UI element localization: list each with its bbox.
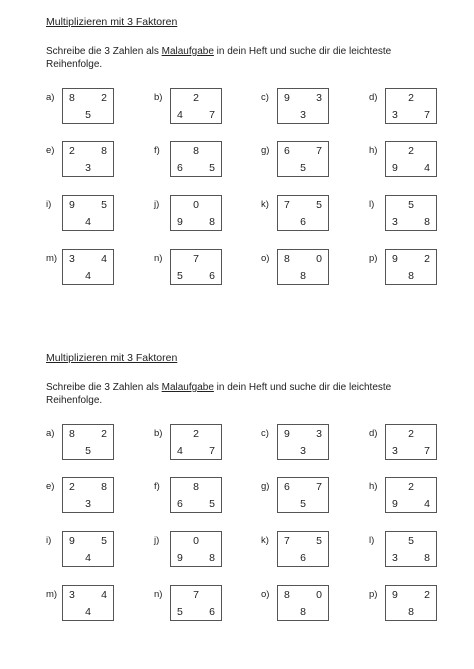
factor-number: 3 — [300, 445, 306, 457]
factor-number: 8 — [69, 428, 75, 440]
exercise-item — [46, 88, 130, 128]
exercise-label: e) — [46, 481, 55, 492]
factor-number: 8 — [424, 552, 430, 564]
number-box — [277, 477, 329, 513]
factor-number: 4 — [101, 253, 107, 265]
factor-number: 8 — [300, 270, 306, 282]
factor-number: 3 — [392, 552, 398, 564]
number-box — [277, 424, 329, 460]
factor-number: 9 — [392, 589, 398, 601]
instruction-part: in dein Heft und suche dir die leichteste Reihenfolge. — [46, 46, 392, 70]
factor-number: 5 — [85, 445, 91, 457]
exercise-item — [154, 88, 238, 128]
factor-number: 2 — [69, 145, 75, 157]
exercise-item — [261, 141, 345, 181]
factor-number: 3 — [392, 216, 398, 228]
factor-number: 5 — [209, 162, 215, 174]
exercise-item — [369, 477, 453, 517]
factor-number: 9 — [284, 428, 290, 440]
factor-number: 2 — [408, 481, 414, 493]
exercise-item — [369, 88, 453, 128]
factor-number: 6 — [300, 216, 306, 228]
factor-number: 8 — [424, 216, 430, 228]
factor-number: 3 — [316, 92, 322, 104]
factor-number: 8 — [284, 253, 290, 265]
factor-number: 2 — [193, 92, 199, 104]
factor-number: 6 — [177, 498, 183, 510]
number-box — [385, 249, 437, 285]
factor-number: 7 — [193, 253, 199, 265]
exercise-label: p) — [369, 589, 378, 600]
exercise-label: d) — [369, 428, 378, 439]
factor-number: 0 — [193, 199, 199, 211]
worksheet-section — [0, 336, 474, 636]
factor-number: 4 — [85, 606, 91, 618]
number-box — [277, 88, 329, 124]
exercise-label: k) — [261, 199, 269, 210]
factor-number: 9 — [392, 162, 398, 174]
factor-number: 2 — [408, 428, 414, 440]
factor-number: 2 — [193, 428, 199, 440]
exercise-item — [154, 531, 238, 571]
factor-number: 7 — [193, 589, 199, 601]
worksheet-section — [0, 0, 474, 300]
exercise-item — [369, 195, 453, 235]
factor-number: 8 — [284, 589, 290, 601]
factor-number: 4 — [177, 109, 183, 121]
factor-number: 4 — [424, 498, 430, 510]
exercise-item — [261, 585, 345, 625]
factor-number: 0 — [316, 589, 322, 601]
exercise-label: b) — [154, 92, 163, 103]
factor-number: 5 — [177, 270, 183, 282]
exercise-label: a) — [46, 92, 55, 103]
factor-number: 9 — [177, 216, 183, 228]
exercise-label: m) — [46, 253, 58, 264]
exercise-label: j) — [154, 535, 160, 546]
exercise-item — [261, 88, 345, 128]
exercise-label: m) — [46, 589, 58, 600]
factor-number: 4 — [85, 216, 91, 228]
section-title: Multiplizieren mit 3 Faktoren — [46, 16, 178, 28]
instruction-part: Schreibe die 3 Zahlen als — [46, 46, 162, 57]
factor-number: 6 — [284, 145, 290, 157]
factor-number: 3 — [316, 428, 322, 440]
factor-number: 2 — [424, 589, 430, 601]
exercise-item — [154, 477, 238, 517]
factor-number: 7 — [316, 145, 322, 157]
exercise-item — [154, 195, 238, 235]
instruction-text — [46, 381, 436, 407]
factor-number: 5 — [101, 199, 107, 211]
number-box — [385, 88, 437, 124]
factor-number: 2 — [424, 253, 430, 265]
number-box — [385, 585, 437, 621]
factor-number: 5 — [300, 162, 306, 174]
exercise-label: n) — [154, 253, 163, 264]
factor-number: 3 — [69, 589, 75, 601]
exercise-item — [369, 249, 453, 289]
factor-number: 2 — [408, 145, 414, 157]
exercise-label: a) — [46, 428, 55, 439]
exercise-item — [46, 249, 130, 289]
factor-number: 4 — [177, 445, 183, 457]
exercise-item — [369, 141, 453, 181]
exercise-label: n) — [154, 589, 163, 600]
factor-number: 6 — [300, 552, 306, 564]
factor-number: 9 — [177, 552, 183, 564]
factor-number: 8 — [408, 606, 414, 618]
number-box — [62, 424, 114, 460]
instruction-keyword: Malaufgabe — [161, 46, 214, 57]
number-box — [385, 424, 437, 460]
exercise-label: l) — [369, 199, 375, 210]
factor-number: 3 — [392, 109, 398, 121]
exercise-label: j) — [154, 199, 160, 210]
factor-number: 4 — [85, 270, 91, 282]
factor-number: 9 — [392, 498, 398, 510]
factor-number: 7 — [424, 445, 430, 457]
factor-number: 2 — [69, 481, 75, 493]
factor-number: 6 — [209, 606, 215, 618]
factor-number: 6 — [209, 270, 215, 282]
factor-number: 8 — [300, 606, 306, 618]
exercise-item — [46, 585, 130, 625]
factor-number: 8 — [209, 216, 215, 228]
exercise-item — [46, 477, 130, 517]
factor-number: 5 — [85, 109, 91, 121]
factor-number: 9 — [69, 199, 75, 211]
factor-number: 6 — [284, 481, 290, 493]
exercise-label: h) — [369, 145, 378, 156]
exercise-label: e) — [46, 145, 55, 156]
factor-number: 5 — [300, 498, 306, 510]
number-box — [62, 531, 114, 567]
number-box — [62, 141, 114, 177]
factor-number: 0 — [193, 535, 199, 547]
exercise-label: p) — [369, 253, 378, 264]
factor-number: 0 — [316, 253, 322, 265]
number-box — [385, 477, 437, 513]
factor-number: 9 — [69, 535, 75, 547]
exercise-label: o) — [261, 253, 270, 264]
factor-number: 5 — [316, 199, 322, 211]
exercise-label: b) — [154, 428, 163, 439]
number-box — [170, 195, 222, 231]
exercise-label: o) — [261, 589, 270, 600]
exercise-item — [154, 424, 238, 464]
number-box — [170, 424, 222, 460]
exercise-label: h) — [369, 481, 378, 492]
factor-number: 4 — [85, 552, 91, 564]
factor-number: 7 — [284, 535, 290, 547]
exercise-item — [261, 531, 345, 571]
number-box — [170, 531, 222, 567]
factor-number: 3 — [300, 109, 306, 121]
number-box — [277, 585, 329, 621]
factor-number: 2 — [101, 92, 107, 104]
number-box — [277, 249, 329, 285]
number-box — [62, 249, 114, 285]
exercise-item — [261, 477, 345, 517]
factor-number: 8 — [101, 481, 107, 493]
number-box — [385, 195, 437, 231]
factor-number: 9 — [284, 92, 290, 104]
exercise-item — [154, 141, 238, 181]
number-box — [277, 531, 329, 567]
factor-number: 8 — [69, 92, 75, 104]
number-box — [62, 195, 114, 231]
exercise-item — [261, 249, 345, 289]
factor-number: 4 — [424, 162, 430, 174]
number-box — [170, 477, 222, 513]
factor-number: 8 — [101, 145, 107, 157]
number-box — [62, 88, 114, 124]
exercise-item — [46, 141, 130, 181]
number-box — [62, 585, 114, 621]
number-box — [385, 141, 437, 177]
exercise-item — [369, 424, 453, 464]
factor-number: 7 — [209, 445, 215, 457]
exercise-item — [154, 249, 238, 289]
exercise-label: f) — [154, 481, 160, 492]
factor-number: 5 — [177, 606, 183, 618]
factor-number: 5 — [316, 535, 322, 547]
exercise-item — [46, 531, 130, 571]
exercise-item — [154, 585, 238, 625]
exercise-label: g) — [261, 145, 270, 156]
factor-number: 8 — [193, 481, 199, 493]
factor-number: 8 — [408, 270, 414, 282]
factor-number: 3 — [392, 445, 398, 457]
exercise-item — [46, 424, 130, 464]
instruction-keyword: Malaufgabe — [161, 382, 214, 393]
exercise-label: g) — [261, 481, 270, 492]
exercise-label: k) — [261, 535, 269, 546]
factor-number: 2 — [408, 92, 414, 104]
factor-number: 4 — [101, 589, 107, 601]
instruction-part: in dein Heft und suche dir die leichteste Reihenfolge. — [46, 382, 392, 406]
factor-number: 3 — [85, 498, 91, 510]
number-box — [170, 141, 222, 177]
exercise-label: i) — [46, 535, 52, 546]
exercise-item — [261, 424, 345, 464]
factor-number: 8 — [193, 145, 199, 157]
exercise-label: l) — [369, 535, 375, 546]
exercise-label: f) — [154, 145, 160, 156]
exercise-label: c) — [261, 428, 269, 439]
factor-number: 9 — [392, 253, 398, 265]
instruction-part: Schreibe die 3 Zahlen als — [46, 382, 162, 393]
number-box — [277, 195, 329, 231]
factor-number: 7 — [284, 199, 290, 211]
factor-number: 8 — [209, 552, 215, 564]
section-title: Multiplizieren mit 3 Faktoren — [46, 352, 178, 364]
factor-number: 2 — [101, 428, 107, 440]
factor-number: 5 — [101, 535, 107, 547]
factor-number: 3 — [85, 162, 91, 174]
exercise-label: d) — [369, 92, 378, 103]
exercise-item — [261, 195, 345, 235]
exercise-item — [46, 195, 130, 235]
exercise-item — [369, 531, 453, 571]
number-box — [62, 477, 114, 513]
number-box — [170, 249, 222, 285]
number-box — [385, 531, 437, 567]
number-box — [170, 88, 222, 124]
factor-number: 7 — [316, 481, 322, 493]
factor-number: 7 — [424, 109, 430, 121]
number-box — [277, 141, 329, 177]
exercise-item — [369, 585, 453, 625]
factor-number: 3 — [69, 253, 75, 265]
factor-number: 7 — [209, 109, 215, 121]
factor-number: 5 — [408, 199, 414, 211]
exercise-label: c) — [261, 92, 269, 103]
exercise-label: i) — [46, 199, 52, 210]
factor-number: 6 — [177, 162, 183, 174]
instruction-text — [46, 45, 436, 71]
factor-number: 5 — [408, 535, 414, 547]
number-box — [170, 585, 222, 621]
factor-number: 5 — [209, 498, 215, 510]
